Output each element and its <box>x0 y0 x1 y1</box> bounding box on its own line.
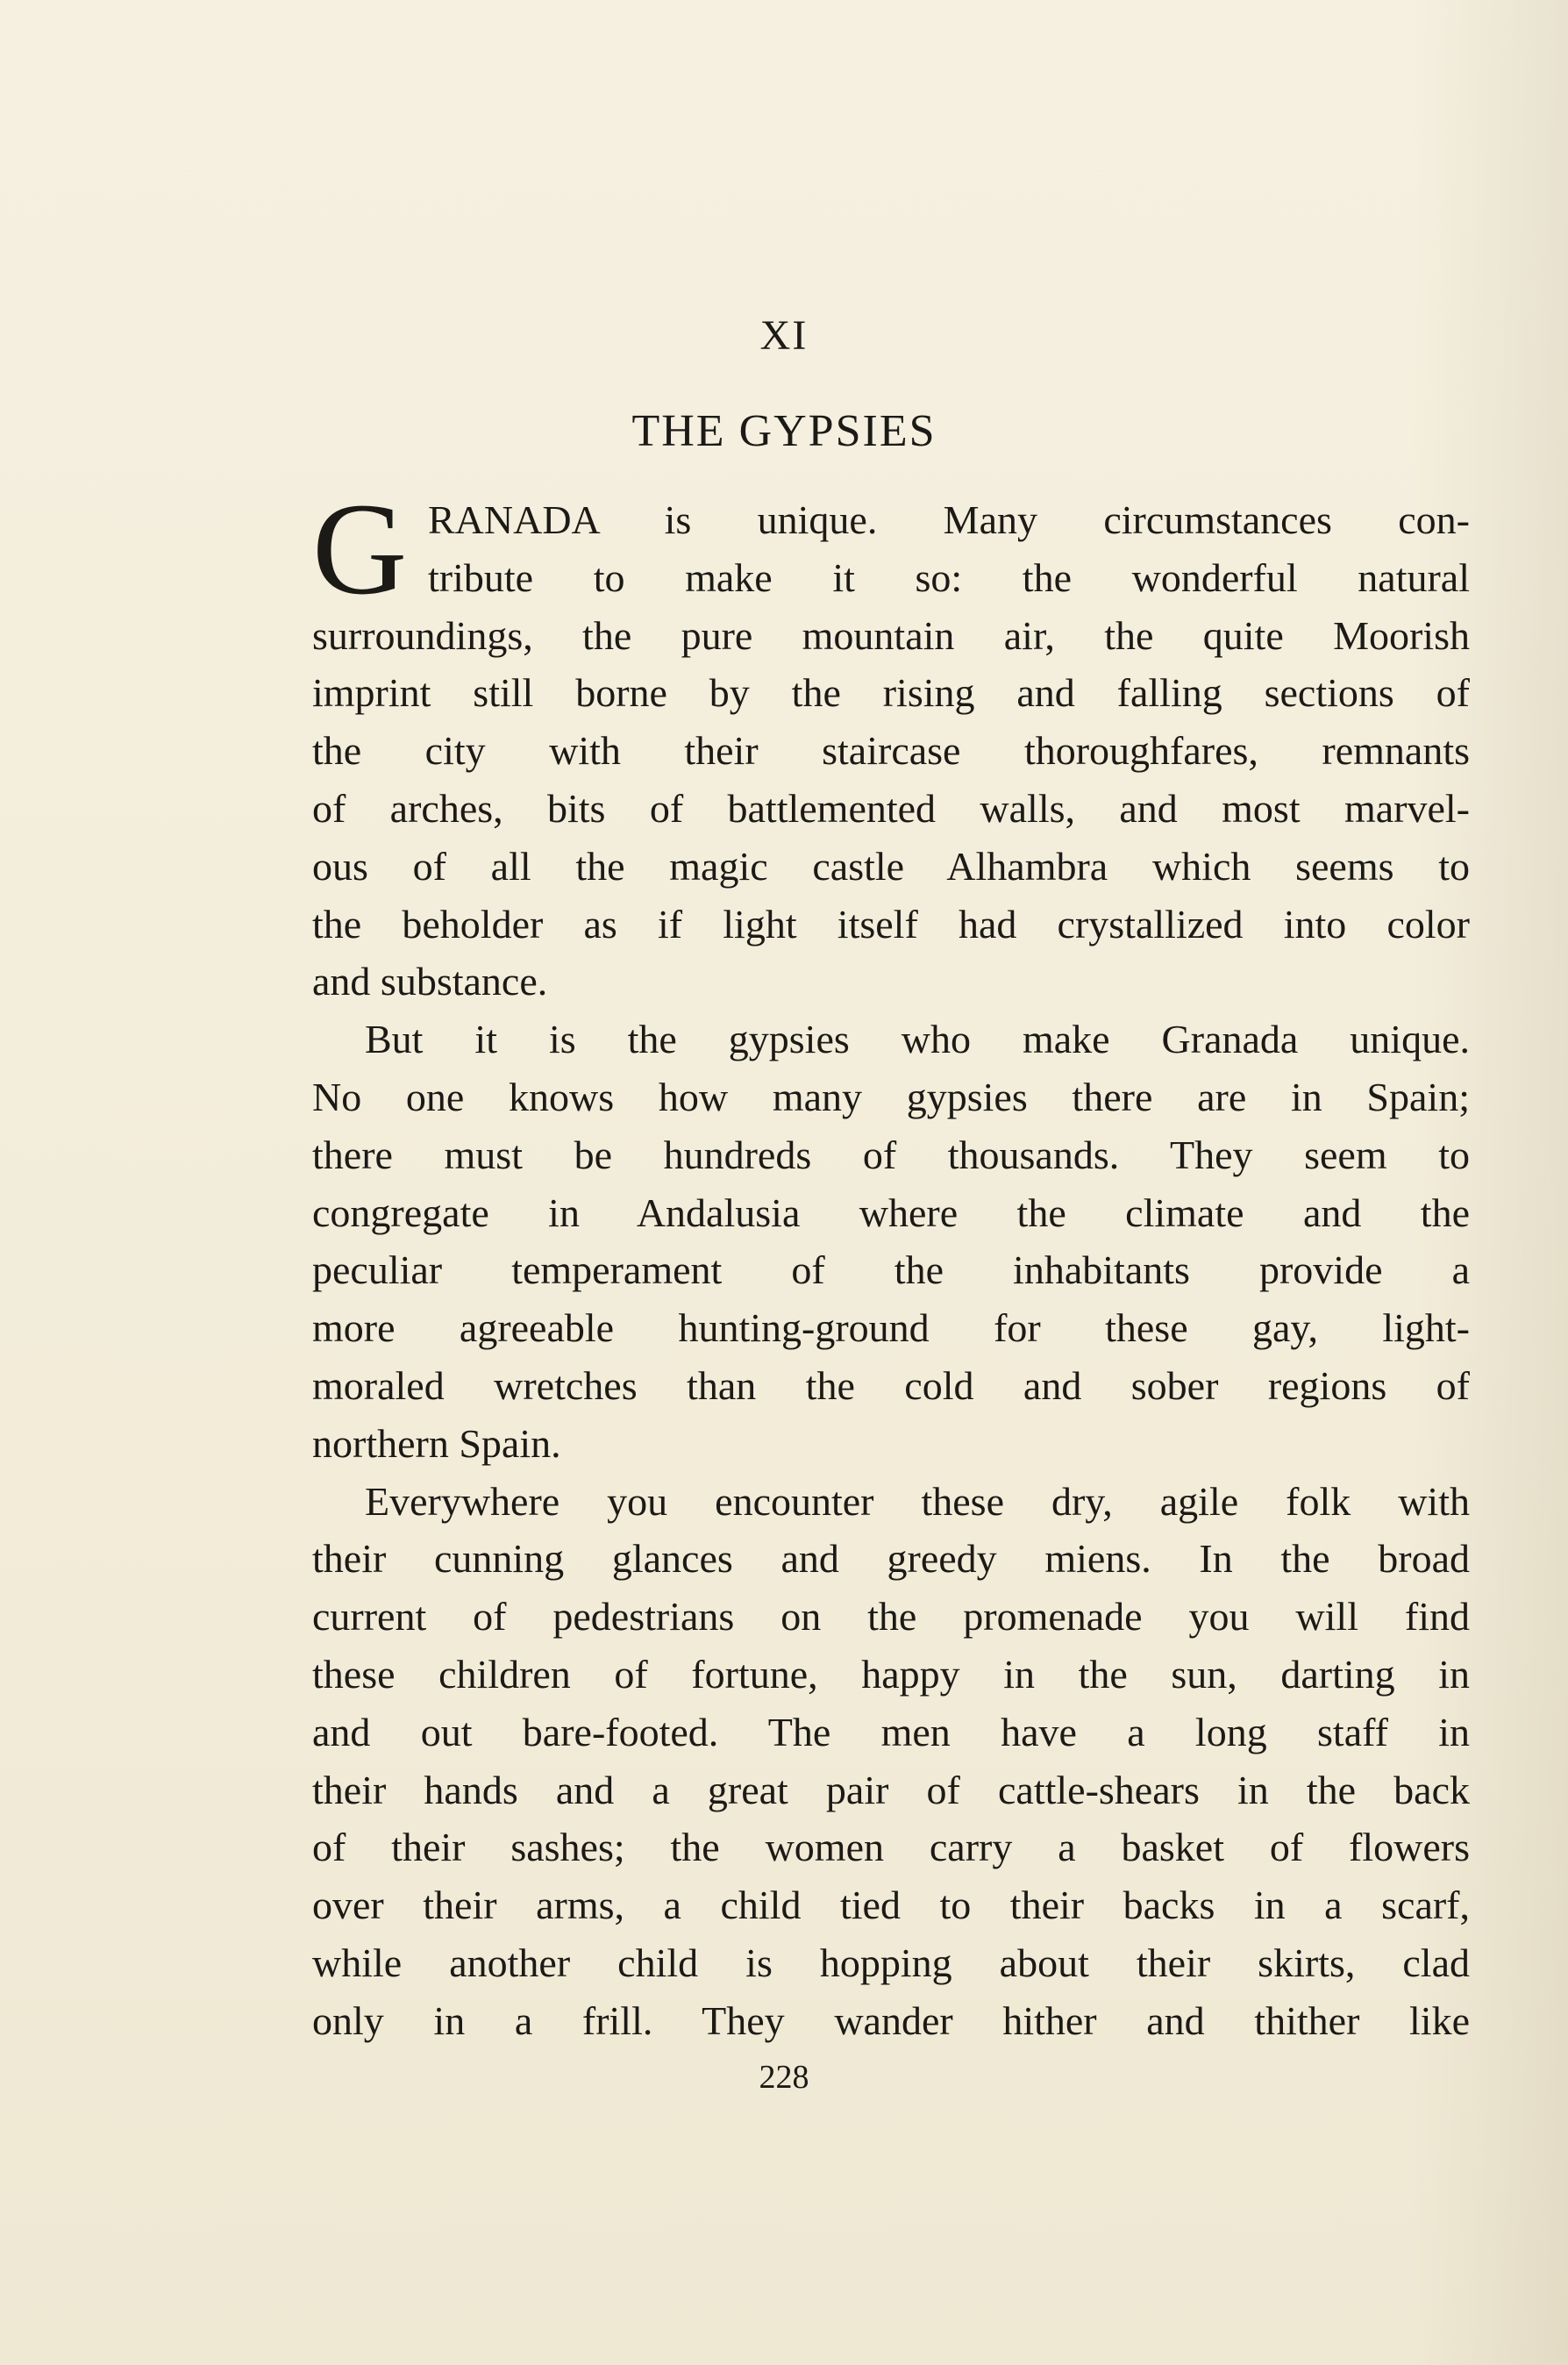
page-number: 228 <box>759 2059 809 2096</box>
text-line: these children of fortune, happy in the sun, darting in <box>312 1651 1470 1697</box>
text-line: moraled wretches than the cold and sober regions of <box>312 1362 1470 1408</box>
text-line: Everywhere you encounter these dry, agile folk with <box>365 1478 1470 1524</box>
body-text <box>312 476 1470 2050</box>
text-line: tribute to make it so: the wonderful natural <box>428 554 1470 600</box>
text-line: No one knows how many gypsies there are in Spain; <box>312 1074 1470 1119</box>
text-line: ous of all the magic castle Alhambra which seems to <box>312 843 1470 889</box>
text-line: congregate in Andalusia where the climate and the <box>312 1190 1470 1235</box>
text-line: peculiar temperament of the inhabitants provide a <box>312 1247 1470 1293</box>
text-line: over their arms, a child tied to their backs in a scarf, <box>312 1883 1470 1928</box>
text-line: surroundings, the pure mountain air, the quite Moorish <box>312 612 1470 658</box>
text-line: northern Spain. <box>312 1420 561 1466</box>
text-line: imprint still borne by the rising and falling sections of <box>312 670 1470 716</box>
text-line: and out bare-footed. The men have a long staff in <box>312 1709 1470 1754</box>
text-line: RANADA is unique. Many circumstances con- <box>428 497 1470 542</box>
text-line: while another child is hopping about their skirts, clad <box>312 1940 1470 1985</box>
text-line: of their sashes; the women carry a basket of flowers <box>312 1825 1470 1870</box>
text-line: of arches, bits of battlemented walls, and most marvel- <box>312 785 1470 831</box>
text-line: more agreeable hunting-ground for these gay, light- <box>312 1305 1470 1351</box>
chapter-number: XI <box>759 312 809 359</box>
text-line: the beholder as if light itself had crystallized into color <box>312 901 1470 947</box>
text-line: their cunning glances and greedy miens. In the broad <box>312 1536 1470 1582</box>
text-line: current of pedestrians on the promenade you will find <box>312 1594 1470 1640</box>
text-line: their hands and a great pair of cattle-shears in the back <box>312 1767 1470 1812</box>
text-line: But it is the gypsies who make Granada unique. <box>365 1017 1470 1062</box>
text-line: the city with their staircase thoroughfares, remnants <box>312 728 1470 774</box>
text-line: there must be hundreds of thousands. They seem to <box>312 1132 1470 1177</box>
drop-cap: G <box>312 476 408 622</box>
chapter-title: THE GYPSIES <box>631 406 937 456</box>
text-line: only in a frill. They wander hither and thither like <box>312 1997 1470 2043</box>
text-line: and substance. <box>312 959 548 1004</box>
